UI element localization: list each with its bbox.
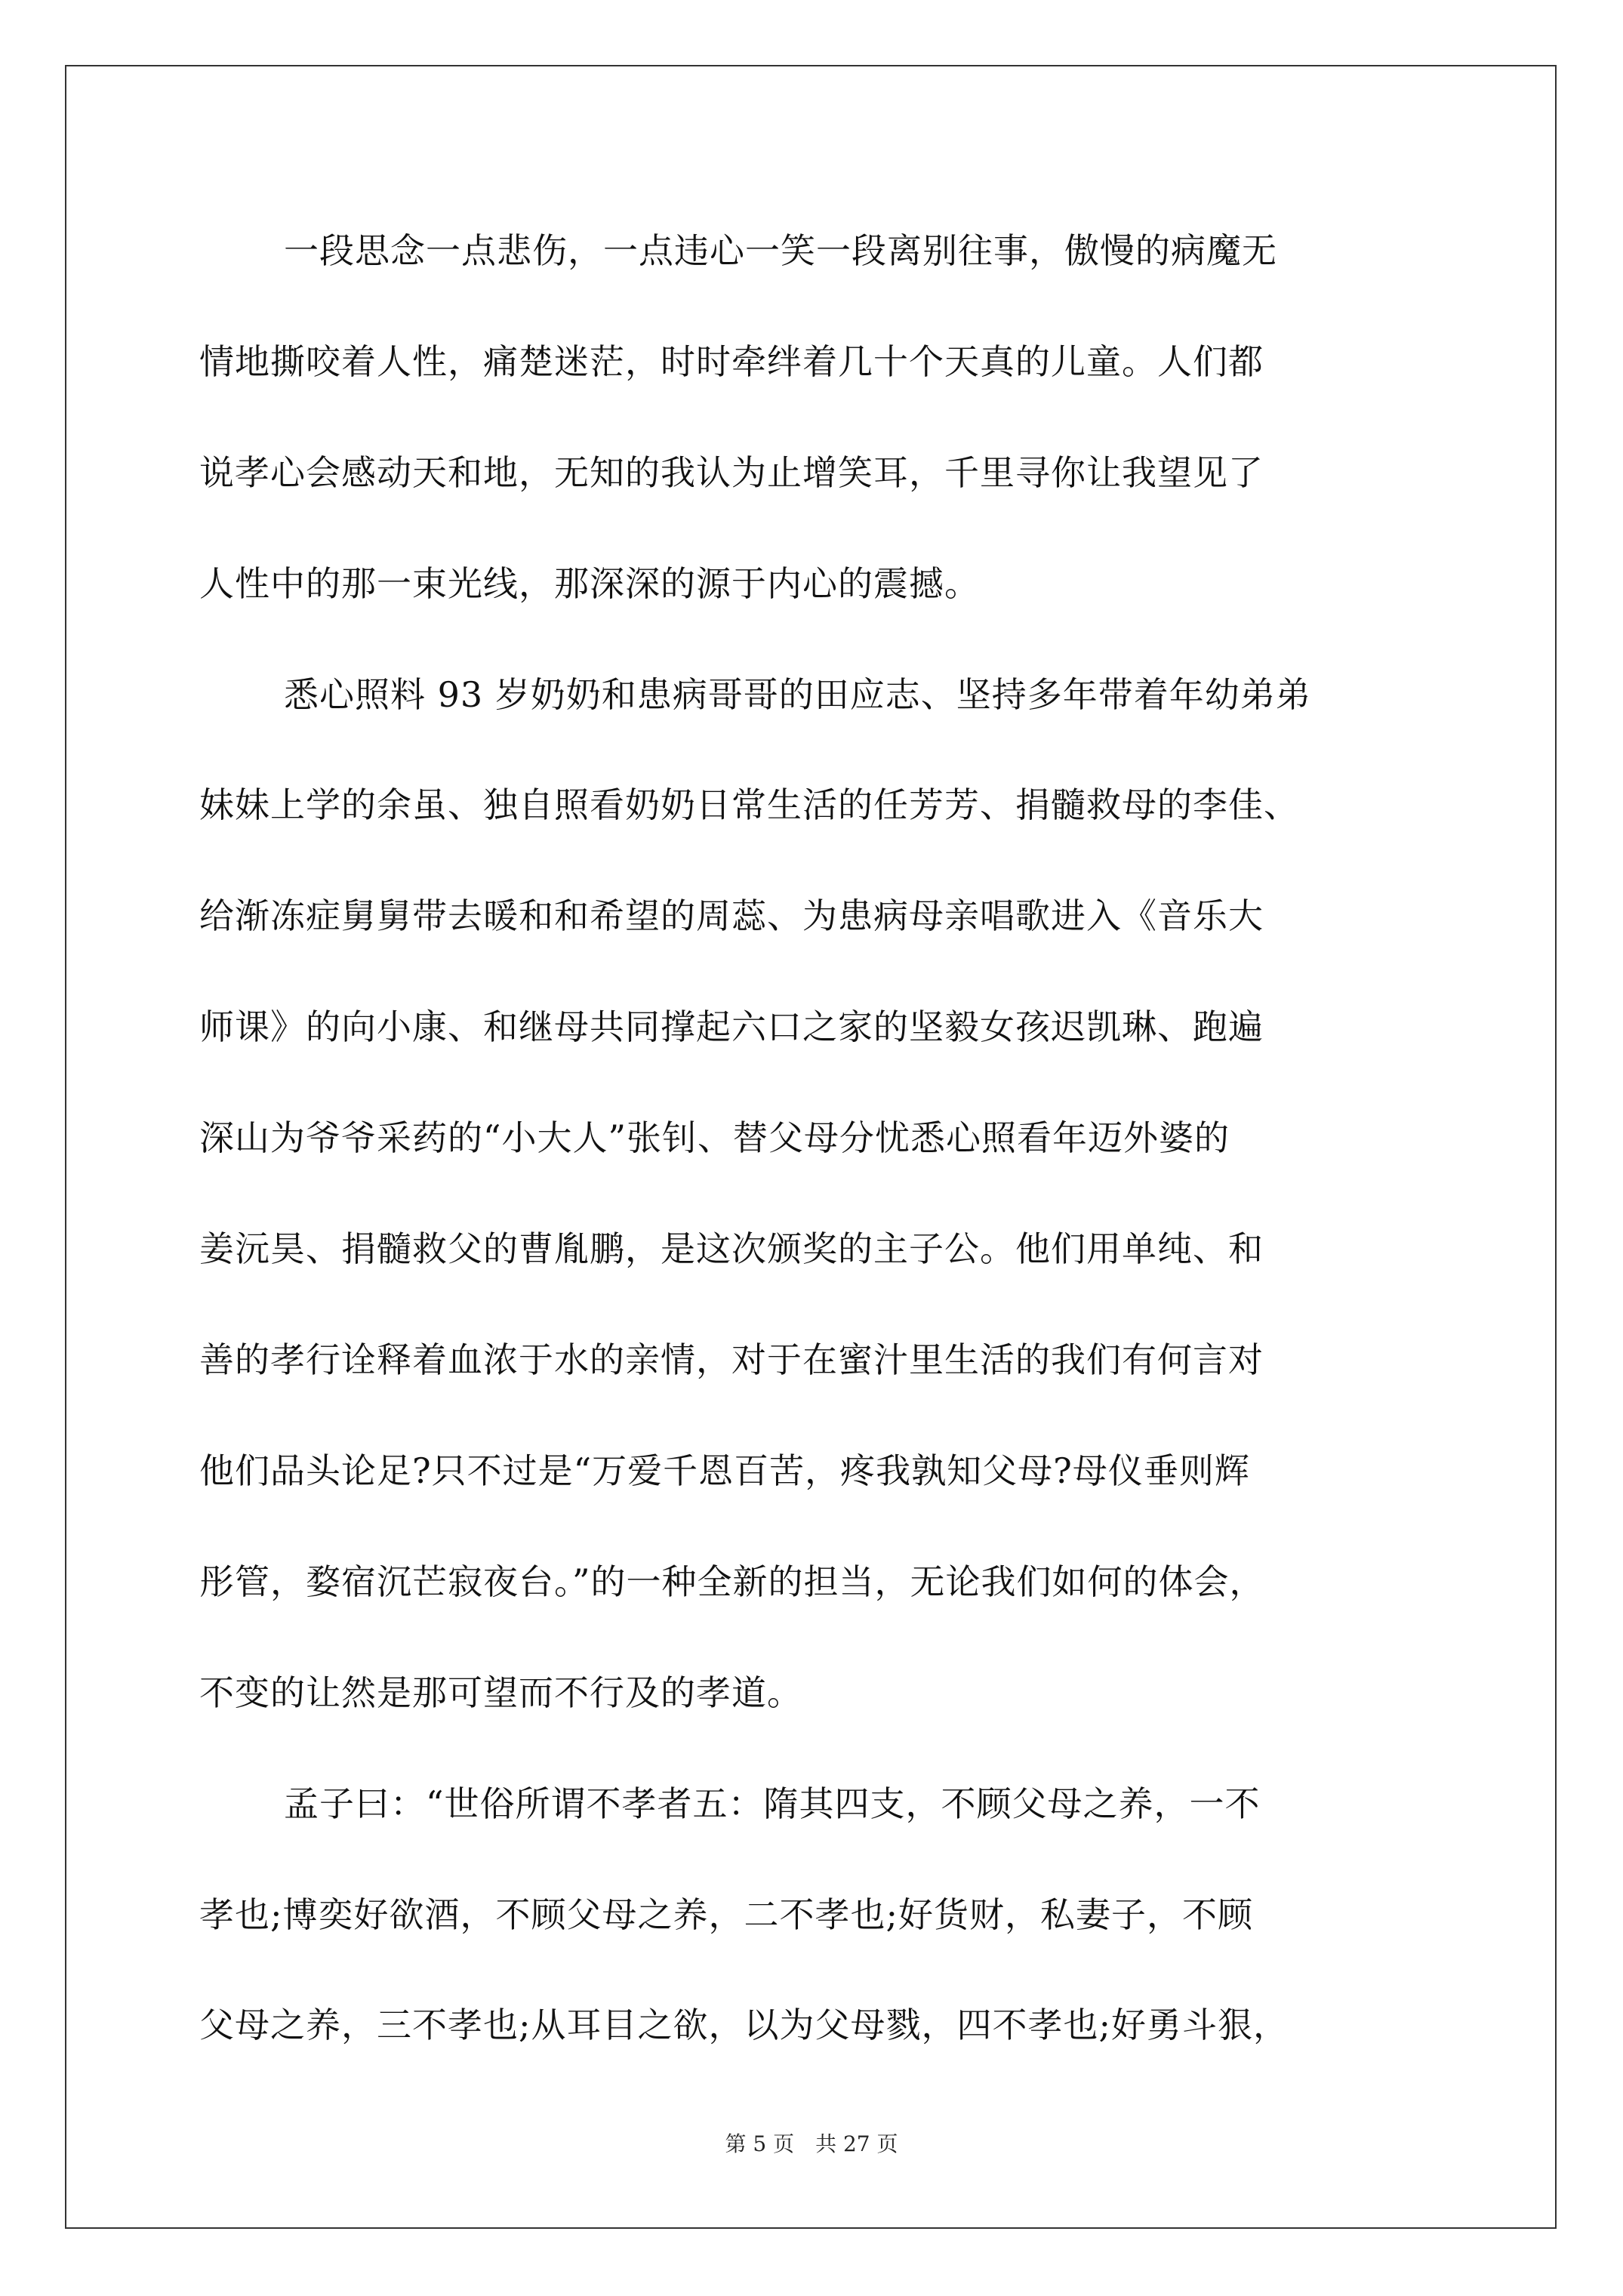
text-line: 说孝心会感动天和地，无知的我认为止增笑耳，千里寻你让我望见了 <box>199 452 1264 493</box>
text-line: 深山为爷爷采药的“小大人”张钊、替父母分忧悉心照看年迈外婆的 <box>199 1117 1230 1158</box>
page-number: 第 5 页 共 27 页 <box>725 2131 898 2156</box>
text-line: 给渐冻症舅舅带去暖和和希望的周蕊、为患病母亲唱歌进入《音乐大 <box>199 895 1264 936</box>
text-line: 一段思念一点悲伤，一点违心一笑一段离别往事，傲慢的病魔无 <box>284 230 1277 271</box>
text-line: 妹妹上学的余虽、独自照看奶奶日常生活的任芳芳、捐髓救母的李佳、 <box>199 784 1299 825</box>
text-line: 他们品头论足?只不过是“万爱千恩百苦，疼我孰知父母?母仪垂则辉 <box>199 1450 1250 1491</box>
text-line: 孝也;博奕好欲酒，不顾父母之养，二不孝也;好货财，私妻子，不顾 <box>199 1894 1253 1935</box>
text-line: 姜沅昊、捐髓救父的曹胤鹏，是这次颁奖的主子公。他们用单纯、和 <box>199 1228 1264 1269</box>
text-line: 师课》的向小康、和继母共同撑起六口之家的坚毅女孩迟凯琳、跑遍 <box>199 1006 1264 1047</box>
text-line: 不变的让然是那可望而不行及的孝道。 <box>199 1672 802 1713</box>
text-line: 彤管，婺宿沉芒寂夜台。”的一种全新的担当，无论我们如何的体会， <box>199 1561 1265 1602</box>
text-line: 悉心照料 93 岁奶奶和患病哥哥的田应志、坚持多年带着年幼弟弟 <box>284 674 1311 715</box>
text-line: 情地撕咬着人性，痛楚迷茫，时时牵绊着几十个天真的儿童。人们都 <box>199 341 1264 382</box>
text-line: 善的孝行诠释着血浓于水的亲情，对于在蜜汁里生活的我们有何言对 <box>199 1339 1264 1380</box>
text-line: 人性中的那一束光线，那深深的源于内心的震撼。 <box>199 563 980 604</box>
text-line: 孟子曰：“世俗所谓不孝者五：隋其四支，不顾父母之养，一不 <box>284 1783 1261 1824</box>
text-line: 父母之养，三不孝也;从耳目之欲，以为父母戮，四不孝也;好勇斗狠， <box>199 2005 1289 2045</box>
